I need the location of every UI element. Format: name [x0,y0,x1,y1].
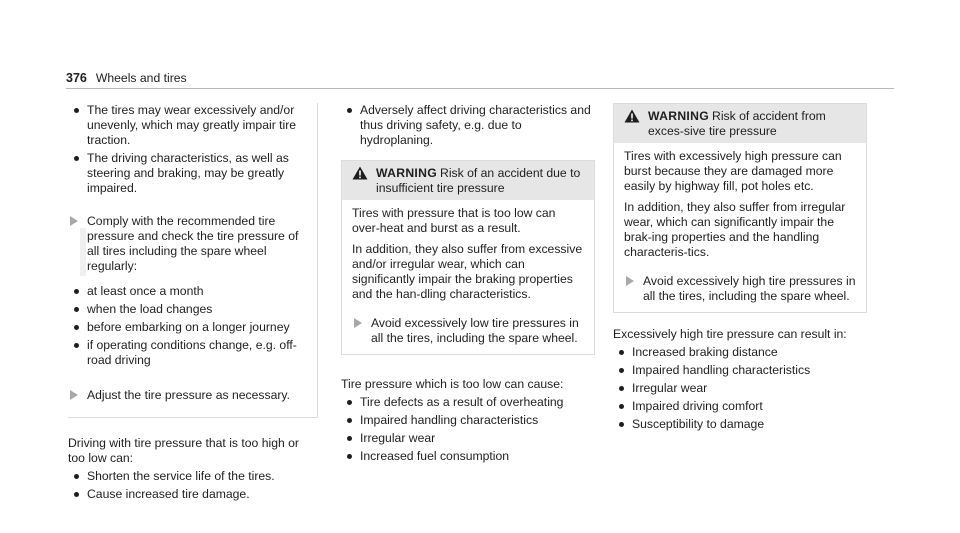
bullet-dot-icon [74,343,79,348]
warning-triangle-icon [624,109,640,123]
action-step: Adjust the tire pressure as necessary. [68,388,307,403]
bullet-list [68,469,318,502]
bullet-dot-icon [619,404,624,409]
page-number: 376 [66,71,87,85]
warning-title: Risk of accident from exces-sive tire pressure [648,109,826,138]
warning-paragraph: In addition, they also suffer from irregular wear, which can significantly impair the brak-ing properties and the handling characteris-tics. [624,200,846,259]
list-item: Impaired driving comfort [613,399,867,414]
bullet-dot-icon [619,386,624,391]
bullet-list [613,345,867,432]
sub-bullet-list [68,284,307,368]
action-arrow-icon [70,216,78,226]
warning-header [342,161,594,200]
bullet-dot-icon [74,108,79,113]
list-item: Adversely affect driving characteristics and thus driving safety, e.g. due to hydroplaning. [341,103,595,148]
list-item: when the load changes [68,302,307,317]
warning-body [342,200,594,354]
warning-box [613,103,867,313]
list-item: Tire defects as a result of overheating [341,395,595,410]
list-item: Irregular wear [341,431,595,446]
paragraph: Excessively high tire pressure can result in: [613,327,847,341]
list-item: Increased braking distance [613,345,867,360]
warning-paragraph: In addition, they also suffer from excessive and/or irregular wear, which can significantly impair the braking properties and the han-dling characteristics. [352,242,583,301]
bullet-dot-icon [74,307,79,312]
action-arrow-icon [626,276,634,286]
bullet-dot-icon [347,454,352,459]
warning-paragraph: Tires with excessively high pressure can burst because they are damaged more easily by highway fill, pot holes etc. [624,149,842,193]
list-item: Shorten the service life of the tires. [68,469,318,484]
bullet-dot-icon [347,436,352,441]
list-item: The tires may wear excessively and/or unevenly, which may greatly impair tire traction. [68,103,307,148]
bullet-dot-icon [619,368,624,373]
list-item: Increased fuel consumption [341,449,595,464]
box-bullet-list [68,103,307,196]
action-step: Avoid excessively high tire pressures in all the tires, including the spare wheel. [624,274,856,304]
header-rule [66,88,894,89]
warning-paragraph: Tires with pressure that is too low can over-heat and burst as a result. [352,206,556,235]
action-arrow-icon [354,318,362,328]
bullet-dot-icon [74,289,79,294]
list-item: The driving characteristics, as well as steering and braking, may be greatly impaired. [68,151,307,196]
list-item: Cause increased tire damage. [68,487,318,502]
warning-body [614,143,866,312]
bullet-dot-icon [74,492,79,497]
list-item: Irregular wear [613,381,867,396]
bullet-dot-icon [74,474,79,479]
bullet-dot-icon [347,418,352,423]
section-title: Wheels and tires [95,71,187,85]
bullet-dot-icon [619,350,624,355]
list-item: Impaired handling characteristics [613,363,867,378]
warning-header [614,104,866,143]
top-bullet-list [341,103,595,148]
bullet-dot-icon [74,325,79,330]
warning-triangle-icon [352,166,368,180]
warning-box [341,160,595,355]
list-item: before embarking on a longer journey [68,320,307,335]
bullet-dot-icon [347,400,352,405]
list-item: Impaired handling characteristics [341,413,595,428]
bullet-list [341,395,595,464]
column-2 [341,103,595,467]
warning-label: WARNING [648,109,710,123]
column-3 [613,103,867,435]
action-arrow-icon [70,390,78,400]
warning-label: WARNING [376,166,438,180]
continued-warning-box [68,103,318,418]
page-header [66,71,187,86]
list-item: at least once a month [68,284,307,299]
bullet-dot-icon [619,422,624,427]
list-item: Susceptibility to damage [613,417,867,432]
bullet-dot-icon [347,108,352,113]
paragraph: Driving with tire pressure that is too high or too low can: [68,436,299,465]
column-1 [68,103,318,505]
bullet-dot-icon [74,156,79,161]
list-item: if operating conditions change, e.g. off-road driving [68,338,307,368]
action-step: Avoid excessively low tire pressures in all the tires, including the spare wheel. [352,316,584,346]
warning-title: Risk of an accident due to insufficient tire pressure [376,166,581,195]
paragraph: Tire pressure which is too low can cause: [341,377,564,391]
action-step: Comply with the recommended tire pressure and check the tire pressure of all tires including the spare wheel regularly: [68,214,307,274]
